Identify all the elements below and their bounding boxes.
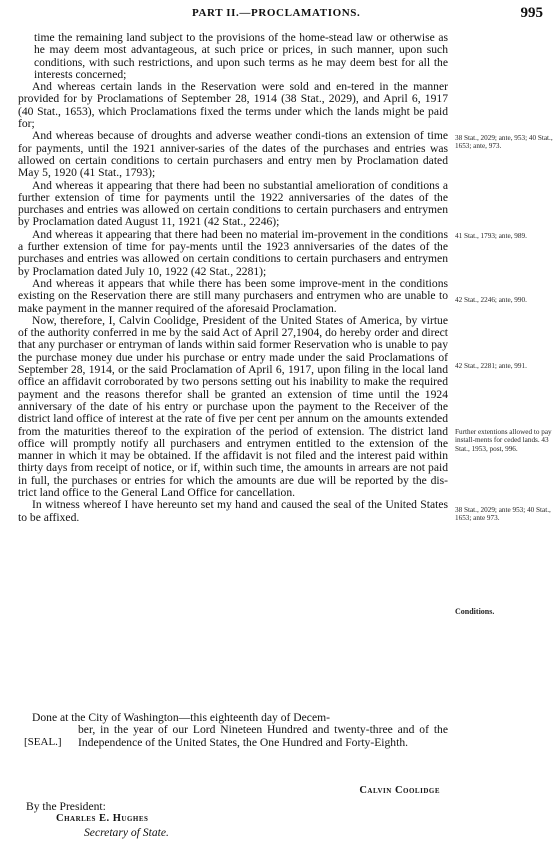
paragraph-droughts: And whereas because of droughts and adverse weather condi-tions an extension of time for payments, until the 1921 anniver-saries of the dates of the purchases and entries was allowed on certain conditions to certain purchasers and entry men by Proclamation dated May 5, 1920 (41 Stat., 1793); (18, 129, 448, 180)
done-line: Done at the City of Washington—this eighteenth day of Decem- (32, 711, 330, 724)
secretary-title: Secretary of State. (84, 826, 169, 839)
paragraph-1923-extension: And whereas it appearing that there had been no material im-provement in the conditions a further extension of time for pay-ments until the 1923 anniversaries of the dates of the purchases and entries was allowed on certain conditions to certain purchasers and entrymen by Proclamation dated July 10, 1922 (42 Stat., 2281); (18, 227, 448, 278)
margin-note-citation-3: 42 Stat., 2246; ante, 990. (455, 296, 527, 304)
seal-text: ber, in the year of our Lord Nineteen Hundred and twenty-three and of the Independence of the United States, the One Hundred and Forty-Eighth. (78, 723, 448, 749)
secretary-name: Charles E. Hughes (56, 813, 149, 824)
running-title: PART II.—PROCLAMATIONS. (192, 7, 361, 19)
margin-note-citation-5: 38 Stat., 2029; ante 953; 40 Stat., 1653; ante 973. (455, 506, 551, 523)
margin-note-citation-4: 42 Stat., 2281; ante, 991. (455, 362, 527, 370)
margin-note-further-extensions: Further extentions allowed to pay install-ments for ceded lands. 43 Stat., 1953, post, 996. (455, 428, 552, 453)
by-the-president: By the President: (26, 800, 106, 813)
paragraph-lands-sold: And whereas certain lands in the Reservation were sold and en-tered in the manner provided for by Proclamations of September 28, 1914 (38 Stat., 2029), and April 6, 1917 (40 Stat., 1653), which Proclamations fixed the terms under which the lands might be paid for; (18, 80, 448, 131)
closing-block (18, 712, 448, 749)
margin-note-conditions: Conditions. (455, 607, 495, 616)
president-signature: Calvin Coolidge (359, 785, 440, 796)
seal-row (18, 724, 448, 749)
margin-note-citation-1: 38 Stat., 2029; ante, 953; 40 Stat., 1653; ante, 973. (455, 134, 553, 151)
paragraph-continuation: time the remaining land subject to the provisions of the home-stead law or otherwise as he may deem most advantageous, at such price or prices, in such manner, upon such conditions, with such restrictions, and upon such terms as he may deem best for all the interests concerned; (34, 31, 448, 81)
page-header (0, 5, 557, 23)
proclamation-body (18, 32, 448, 524)
seal-label: [SEAL.] (24, 736, 62, 749)
page-number: 995 (520, 5, 543, 21)
paragraph-1922-extension: And whereas it appearing that there had been no substantial amelioration of conditions a further extension of time for payments until the 1922 anniversaries of the dates of the purchases and entries was allowed on certain conditions to certain purchasers and entrymen by Proclamation dated August 11, 1921 (42 Stat., 2246); (18, 178, 448, 229)
paragraph-order: Now, therefore, I, Calvin Coolidge, President of the United States of America, by virtue of the authority conferred in me by the said Act of April 27,1904, do hereby order and direct that any purchaser or entryman of lands within said former Reservation who is unable to pay the purchase money due under his purchase or entry made under the said Proclamations of September 28, 1914, or the said Proclamation of April 6, 1917, upon filing in the local land office an affidavit corroborated by two persons setting out his inability to make the required payment and the reasons therefor shall be granted an extension of time until the 1924 anniversary of the date of his entry or purchase upon the payment to the Receiver of the district land office of interest at the rate of five per cent per annum on the amounts extended from the maturities thereof to the expiration of the period of extension. The district land office will promptly notify all purchasers and entrymen entitled to the extension of the manner in which it may be obtained. If the affidavit is not filed and the interest paid within thirty days from receipt of notice, or if, within such time, the amounts in arrears are not paid in full, the purchases or entries for which the amounts are due will be reported by the dis-trict land office to the General Land Office for cancellation. (18, 313, 448, 499)
paragraph-improvement: And whereas it appears that while there has been some improve-ment in the conditions existing on the Reservation there are still many purchasers and entrymen who are unable to make payment in the manner required of the aforesaid Proclamation. (18, 276, 448, 315)
paragraph-witness: In witness whereof I have hereunto set my hand and caused the seal of the United States to be affixed. (18, 498, 448, 524)
margin-note-citation-2: 41 Stat., 1793; ante, 989. (455, 232, 527, 240)
